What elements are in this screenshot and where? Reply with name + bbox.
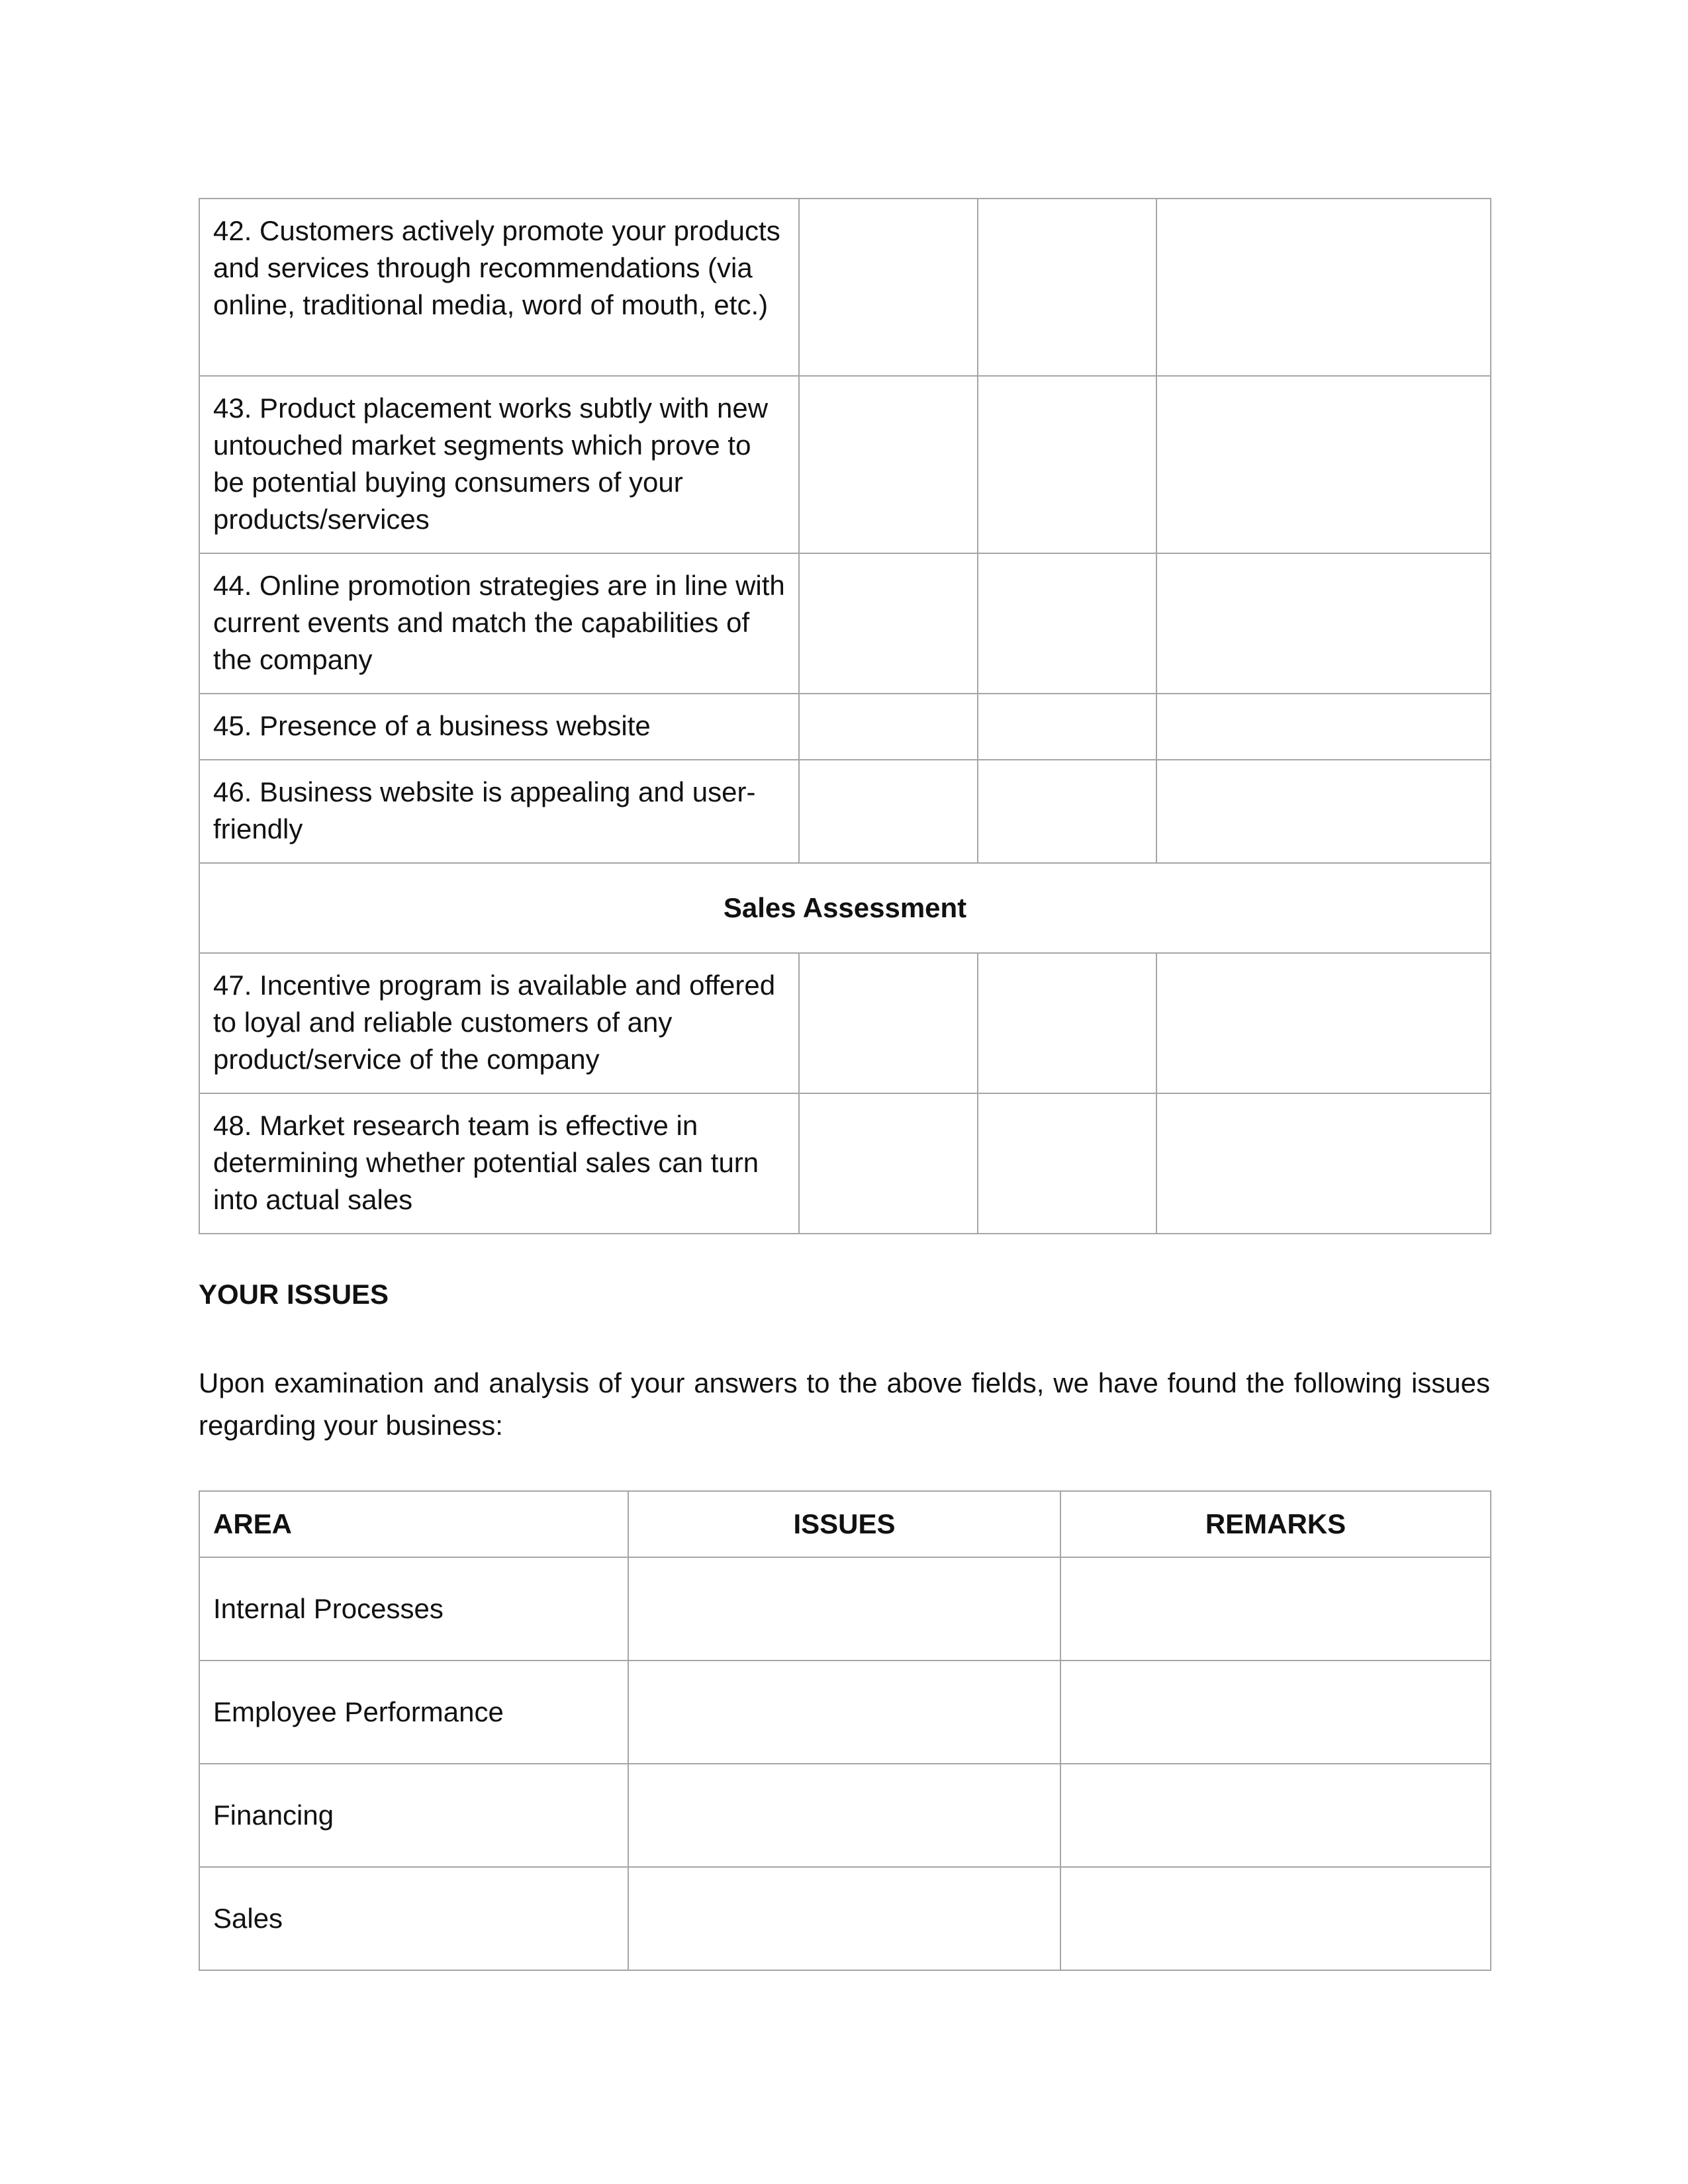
rating-cell[interactable] (978, 553, 1156, 694)
rating-cell[interactable] (978, 376, 1156, 553)
table-row (199, 953, 1491, 1093)
assessment-item-48: 48. Market research team is effective in determining whether potential sales can turn into actual sales (199, 1093, 799, 1234)
rating-cell[interactable] (978, 694, 1156, 760)
table-row (199, 376, 1491, 553)
table-row (199, 1867, 1491, 1970)
table-row (199, 1661, 1491, 1764)
comment-cell[interactable] (1156, 1093, 1491, 1234)
table-row (199, 553, 1491, 694)
assessment-item-44: 44. Online promotion strategies are in line with current events and match the capabilities of the company (199, 553, 799, 694)
comment-cell[interactable] (1156, 199, 1491, 376)
rating-cell[interactable] (799, 376, 978, 553)
assessment-item-43: 43. Product placement works subtly with new untouched market segments which prove to be potential buying consumers of your products/services (199, 376, 799, 553)
issues-table (199, 1490, 1491, 1971)
area-employee-performance: Employee Performance (199, 1661, 628, 1764)
header-issues: ISSUES (628, 1491, 1060, 1557)
assessment-table (199, 198, 1491, 1234)
remarks-cell[interactable] (1060, 1661, 1491, 1764)
issues-cell[interactable] (628, 1661, 1060, 1764)
table-row (199, 1093, 1491, 1234)
section-title-sales-assessment: Sales Assessment (199, 863, 1491, 953)
comment-cell[interactable] (1156, 953, 1491, 1093)
assessment-item-46: 46. Business website is appealing and user-friendly (199, 760, 799, 863)
rating-cell[interactable] (799, 953, 978, 1093)
remarks-cell[interactable] (1060, 1764, 1491, 1867)
comment-cell[interactable] (1156, 376, 1491, 553)
area-financing: Financing (199, 1764, 628, 1867)
area-sales: Sales (199, 1867, 628, 1970)
rating-cell[interactable] (978, 760, 1156, 863)
rating-cell[interactable] (978, 953, 1156, 1093)
comment-cell[interactable] (1156, 694, 1491, 760)
table-row (199, 1557, 1491, 1661)
table-row (199, 760, 1491, 863)
issues-intro: Upon examination and analysis of your answers to the above fields, we have found the following issues regarding your business: (199, 1367, 1490, 1441)
table-row (199, 199, 1491, 376)
section-row (199, 863, 1491, 953)
assessment-item-47: 47. Incentive program is available and offered to loyal and reliable customers of any product/service of the company (199, 953, 799, 1093)
rating-cell[interactable] (978, 199, 1156, 376)
table-row (199, 694, 1491, 760)
header-remarks: REMARKS (1060, 1491, 1491, 1557)
comment-cell[interactable] (1156, 553, 1491, 694)
comment-cell[interactable] (1156, 760, 1491, 863)
header-area: AREA (199, 1491, 628, 1557)
rating-cell[interactable] (799, 760, 978, 863)
issues-cell[interactable] (628, 1764, 1060, 1867)
issues-heading: YOUR ISSUES (199, 1279, 389, 1310)
rating-cell[interactable] (799, 1093, 978, 1234)
table-header-row (199, 1491, 1491, 1557)
rating-cell[interactable] (799, 694, 978, 760)
remarks-cell[interactable] (1060, 1867, 1491, 1970)
table-row (199, 1764, 1491, 1867)
rating-cell[interactable] (799, 199, 978, 376)
rating-cell[interactable] (978, 1093, 1156, 1234)
assessment-item-45: 45. Presence of a business website (199, 694, 799, 760)
area-internal-processes: Internal Processes (199, 1557, 628, 1661)
issues-cell[interactable] (628, 1867, 1060, 1970)
issues-cell[interactable] (628, 1557, 1060, 1661)
rating-cell[interactable] (799, 553, 978, 694)
remarks-cell[interactable] (1060, 1557, 1491, 1661)
assessment-item-42: 42. Customers actively promote your products and services through recommendations (via online, traditional media, word of mouth, etc.) (199, 199, 799, 376)
